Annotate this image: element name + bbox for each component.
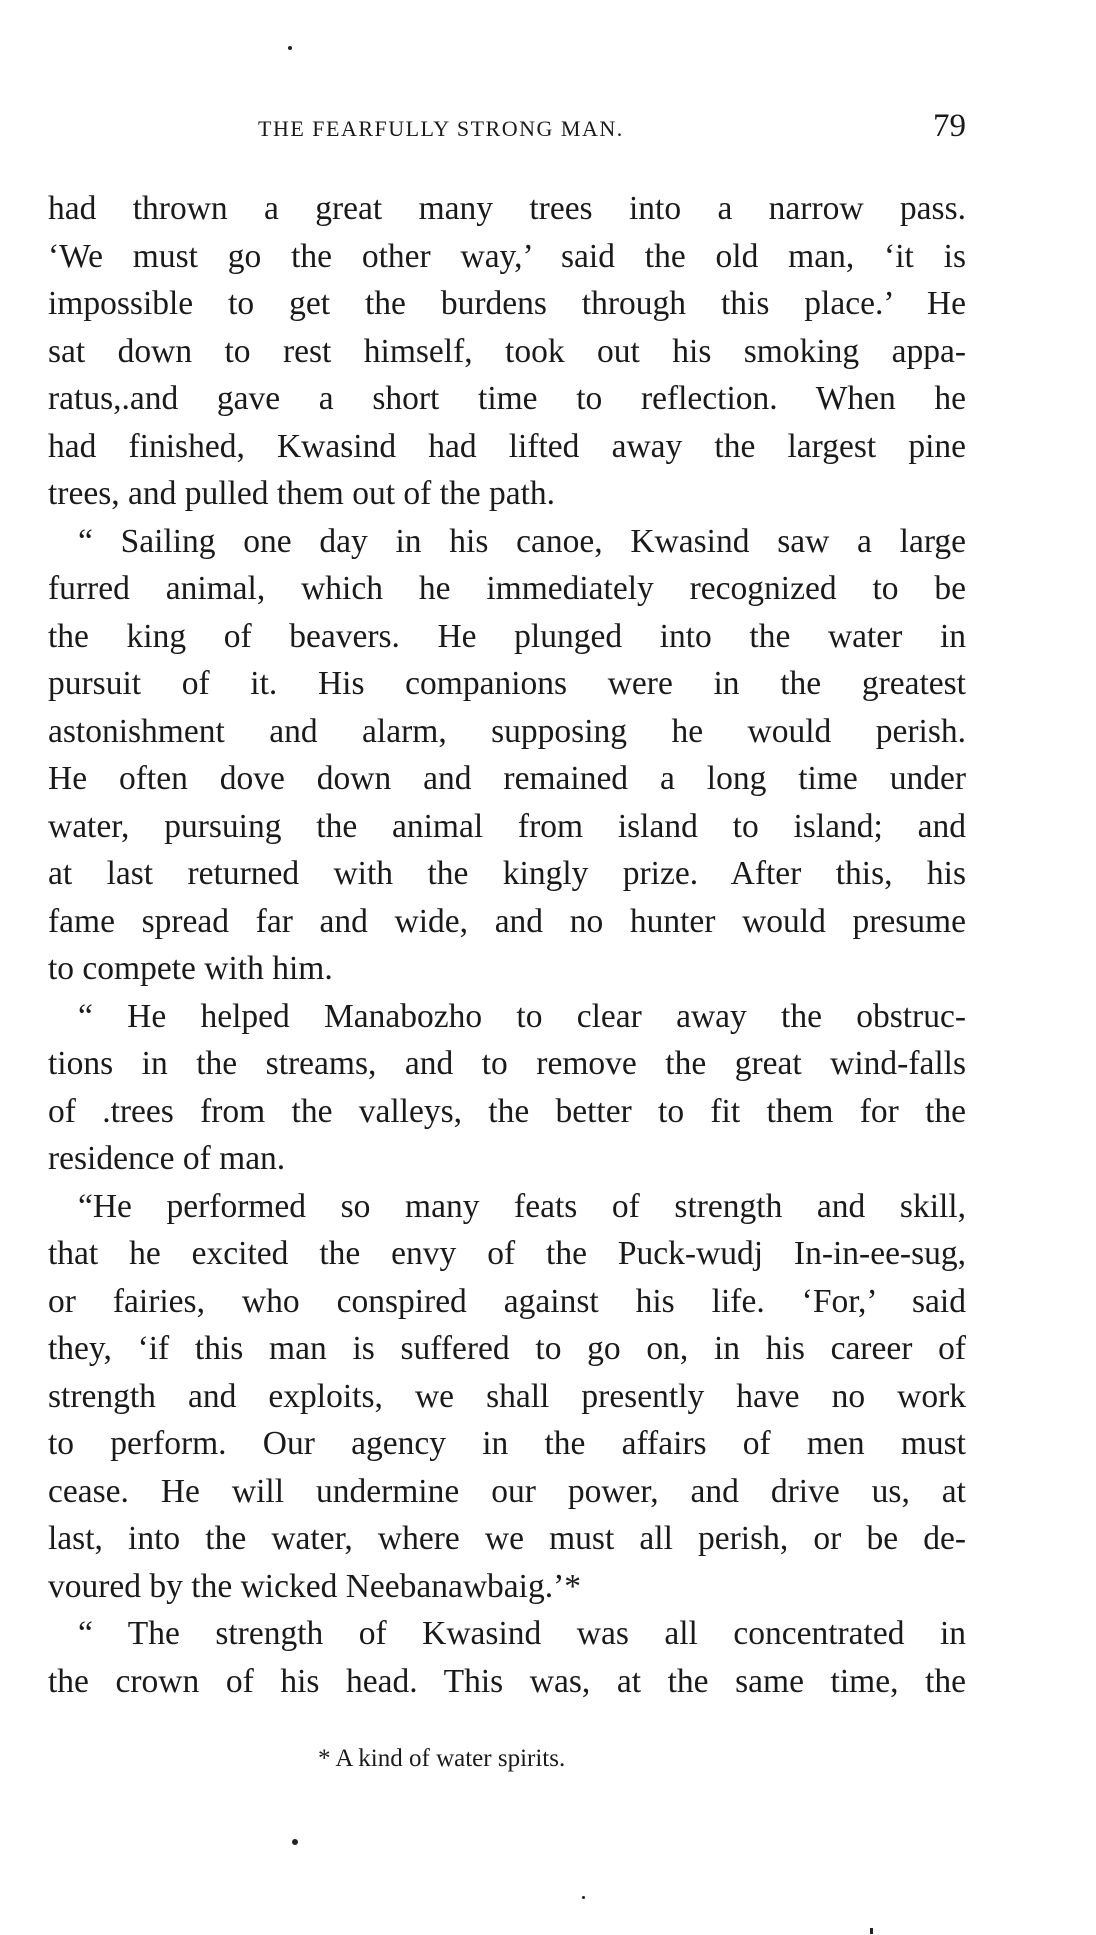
text-line: had thrown a great many trees into a narrow pass. (48, 190, 966, 227)
text-line: impossible to get the burdens through this place.’ He (48, 285, 966, 322)
text-line: to compete with him. (48, 950, 333, 987)
paragraph (48, 993, 966, 1183)
text-line: the crown of his head. This was, at the same time, the (48, 1662, 966, 1700)
text-line: voured by the wicked Neebanawbaig.’* (48, 1567, 582, 1605)
paragraph (48, 518, 966, 993)
text-line: “ The strength of Kwasind was all concentrated in (78, 1615, 966, 1652)
text-line: furred animal, which he immediately recognized to be (48, 570, 966, 607)
page-number: 79 (933, 108, 966, 144)
paragraph (48, 185, 966, 518)
text-line: tions in the streams, and to remove the great wind-falls (48, 1045, 966, 1082)
text-line: He often dove down and remained a long time under (48, 760, 966, 797)
paragraph (48, 1610, 966, 1705)
text-line: to perform. Our agency in the affairs of men must (48, 1425, 966, 1462)
text-line: the king of beavers. He plunged into the water in (48, 617, 966, 655)
text-line: they, ‘if this man is suffered to go on, in his career of (48, 1330, 966, 1367)
text-line: ‘We must go the other way,’ said the old man, ‘it is (48, 237, 966, 275)
text-line: “He performed so many feats of strength and skill, (78, 1187, 966, 1225)
running-title: THE FEARFULLY STRONG MAN. (258, 116, 624, 141)
text-line: strength and exploits, we shall presently have no work (48, 1377, 966, 1415)
footnote: * A kind of water spirits. (318, 1745, 566, 1772)
text-line: at last returned with the kingly prize. After this, his (48, 855, 966, 892)
text-line: that he excited the envy of the Puck-wudj In-in-ee-sug, (48, 1235, 966, 1272)
text-line: or fairies, who conspired against his life. ‘For,’ said (48, 1282, 966, 1320)
text-line: “ Sailing one day in his canoe, Kwasind saw a large (78, 522, 966, 560)
text-line: of .trees from the valleys, the better to fit them for the (48, 1092, 966, 1130)
text-line: fame spread far and wide, and no hunter would presume (48, 902, 966, 940)
text-line: cease. He will undermine our power, and drive us, at (48, 1472, 966, 1510)
scan-speck (582, 1896, 585, 1899)
scan-speck (292, 1839, 298, 1845)
text-line: water, pursuing the animal from island to island; and (48, 807, 966, 845)
text-line: residence of man. (48, 1140, 286, 1177)
scan-speck (870, 1928, 873, 1934)
text-line: sat down to rest himself, took out his smoking appa- (48, 332, 966, 370)
text-line: had finished, Kwasind had lifted away the largest pine (48, 427, 966, 465)
body-text (48, 185, 966, 1705)
text-line: “ He helped Manabozho to clear away the obstruc- (78, 997, 966, 1035)
text-line: pursuit of it. His companions were in the greatest (48, 665, 966, 702)
text-line: trees, and pulled them out of the path. (48, 475, 556, 512)
page-header (48, 108, 966, 148)
text-line: astonishment and alarm, supposing he would perish. (48, 712, 966, 750)
paragraph (48, 1183, 966, 1611)
scan-speck (288, 46, 292, 50)
text-line: ratus,.and gave a short time to reflection. When he (48, 380, 966, 417)
text-line: last, into the water, where we must all perish, or be de- (48, 1520, 966, 1557)
